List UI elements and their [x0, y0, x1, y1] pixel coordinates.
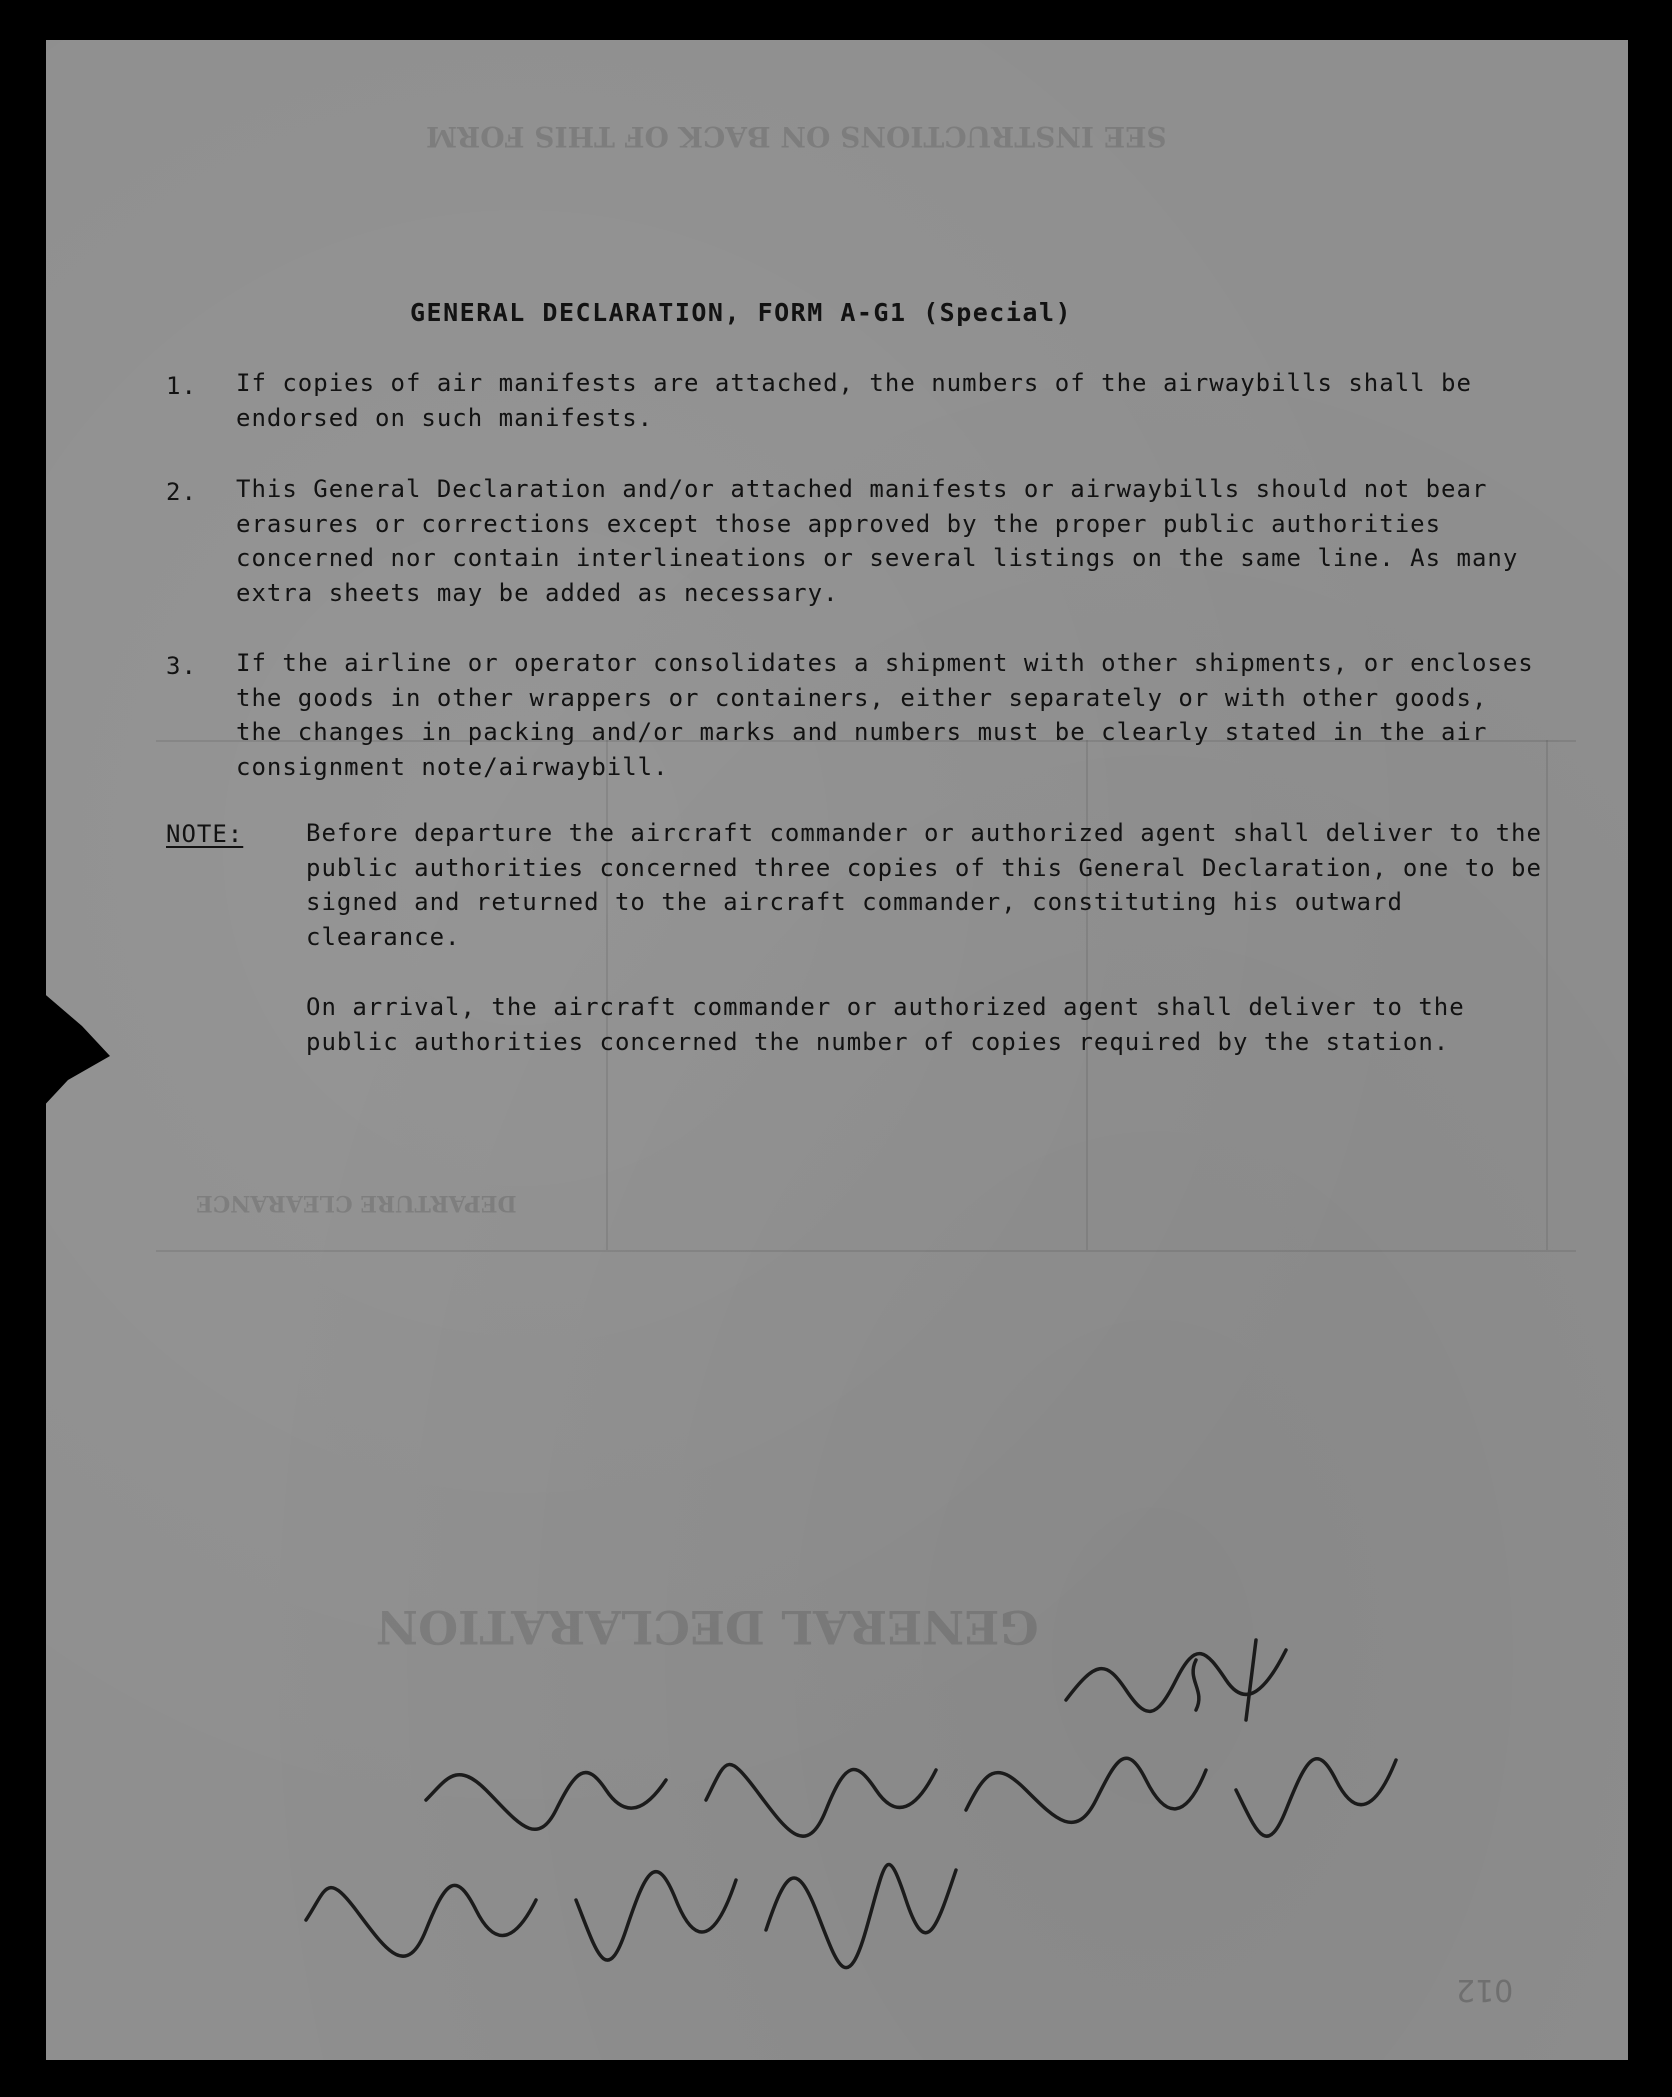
item-number: 2. [166, 478, 197, 506]
document-title: GENERAL DECLARATION, FORM A-G1 (Special) [410, 298, 1073, 327]
bleed-through-heading: SEE INSTRUCTIONS ON BACK OF THIS FORM [426, 120, 1167, 153]
signature-longman [296, 1840, 976, 1980]
instruction-item: If copies of air manifests are attached, the numbers of the airwaybills shall be endorsed on such manifests. [236, 369, 1472, 432]
item-number: 3. [166, 652, 197, 680]
signature-taylor [1046, 1620, 1306, 1740]
document-content [46, 40, 1628, 2060]
note-label: NOTE: [166, 820, 244, 848]
page-stamp-number: 012 [1456, 1972, 1514, 2007]
note-paragraph: Before departure the aircraft commander or authorized agent shall deliver to the public authorities concerned three copies of this General Declaration, one to be signed and returned to the aircraft commander, constituting his outward clearance. [306, 819, 1542, 951]
note-paragraph: On arrival, the aircraft commander or authorized agent shall deliver to the public authorities concerned the number of copies required by the station. [306, 993, 1465, 1056]
item-number: 1. [166, 372, 197, 400]
instruction-item: This General Declaration and/or attached manifests or airwaybills should not bear erasures or corrections except those approved by the proper public authorities concerned nor contain interlineations or several listings on the same line. As many extra sheets may be added as necessary. [236, 475, 1519, 607]
instruction-item: If the airline or operator consolidates a shipment with other shipments, or encloses the goods in other wrappers or containers, either separately or with other goods, the changes in packing and/or marks and numbers must be clearly stated in the air consignment note/airwaybill. [236, 649, 1534, 781]
document-page [46, 40, 1628, 2060]
signature-fay [406, 1730, 1426, 1850]
bleed-through-heading: GENERAL DECLARATION [376, 1600, 1039, 1654]
bleed-through-heading: DEPARTURE CLEARANCE [196, 1190, 517, 1216]
